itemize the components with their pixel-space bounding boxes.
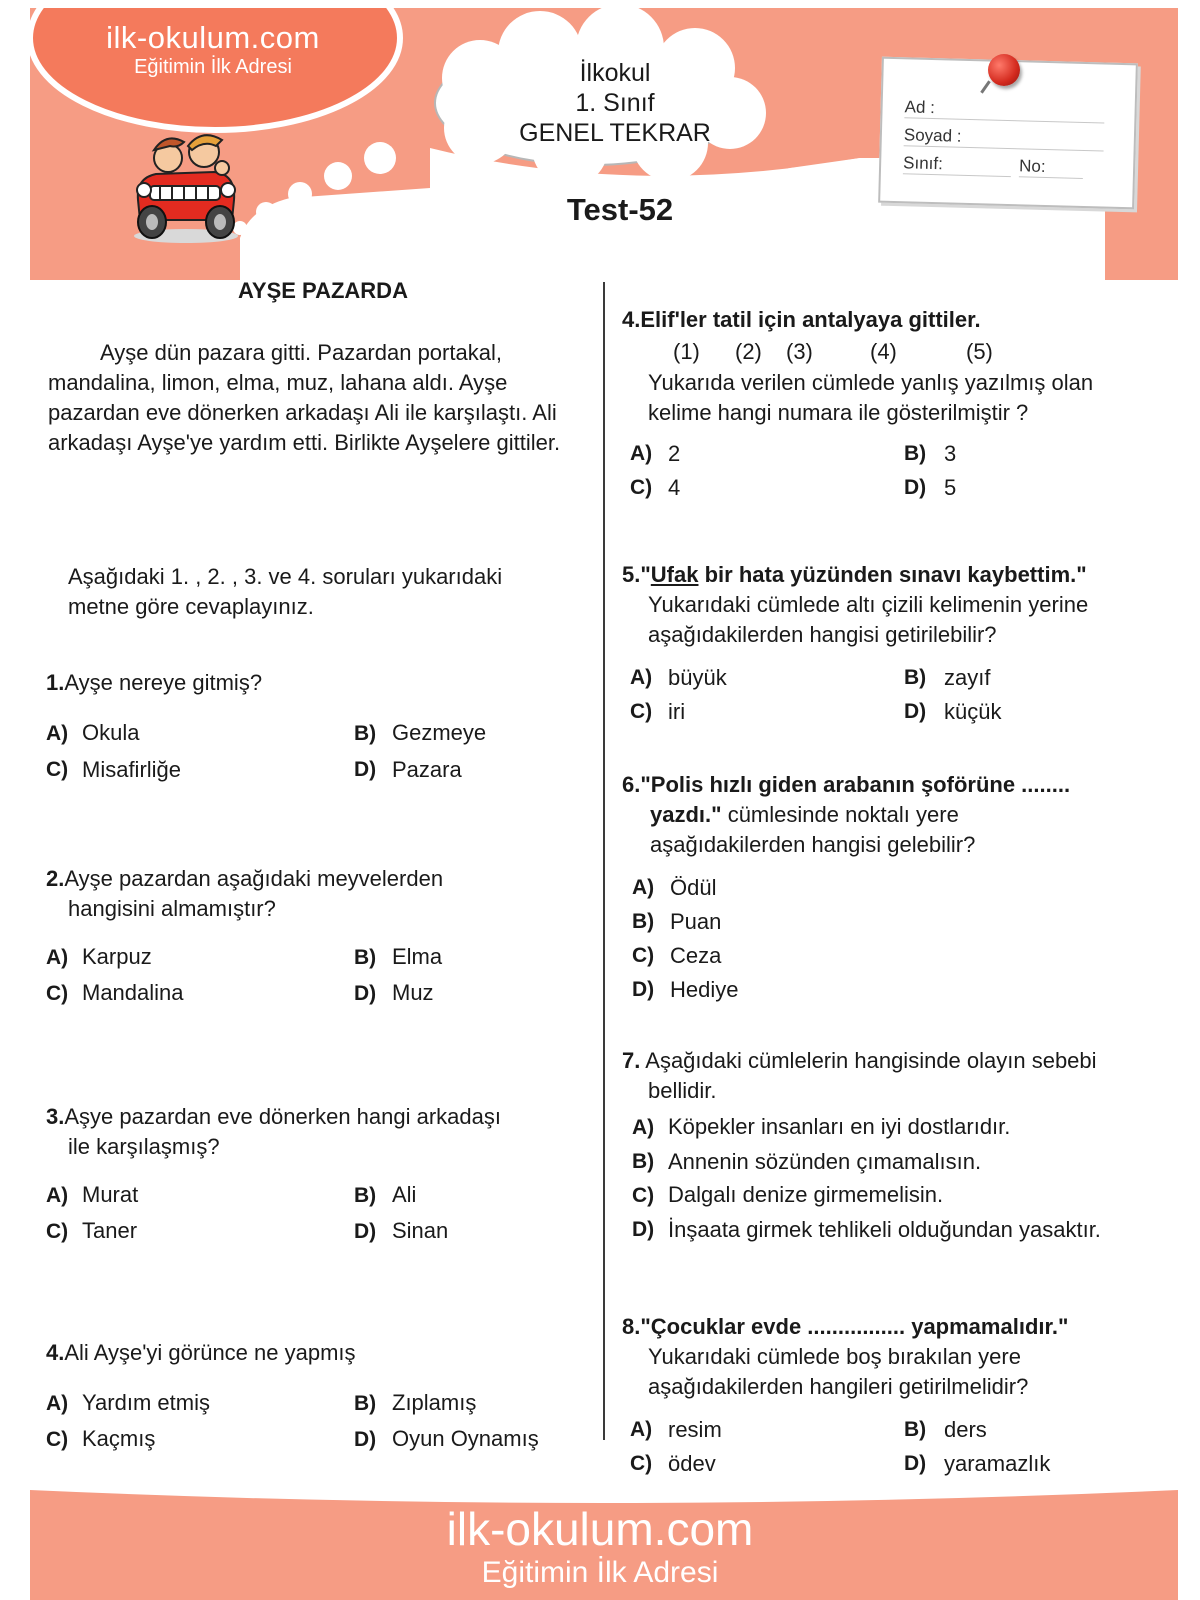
reading-passage: Ayşe dün pazara gitti. Pazardan portakal, mandalina, limon, elma, muz, lahana aldı. Ayşe pazardan eve dönerken arkadaşı Ali ile karşılaştı. Ali arkadaşı Ayşe'ye yardım etti. Birlikte Ayşelere gittiler. [48,340,561,455]
question-6-stem-1: "Polis hızlı giden arabanın şoförüne ........ [640,772,1071,797]
question-1 [46,668,262,698]
question-4r-stem: Elif'ler tatil için antalyaya gittiler. [640,307,981,332]
q1-option-b-label: B) [354,722,377,745]
q7-option-d-label: D) [632,1218,655,1241]
q1-option-d[interactable]: Pazara [392,757,462,782]
name-field[interactable] [904,97,1104,123]
q4r-option-d-label: D) [904,476,927,499]
topic-label: GENEL TEKRAR [519,119,711,147]
q8-option-d[interactable]: yaramazlık [944,1451,1051,1476]
q3-option-a-label: A) [46,1184,69,1207]
question-7-line-2: bellidir. [648,1078,717,1103]
question-7-line-1: Aşağıdaki cümlelerin hangisinde olayın sebebi [645,1048,1097,1073]
q2-option-a-label: A) [46,946,69,969]
q5-line-2: aşağıdakilerden hangisi getirilebilir? [648,622,997,647]
question-6-stem-2-bold: yazdı." [650,802,722,827]
question-8 [622,1312,1068,1342]
question-7 [622,1046,1097,1076]
question-2 [46,864,443,894]
q8-option-c[interactable]: ödev [668,1451,716,1476]
q1-option-c-label: C) [46,758,69,781]
q5-option-a-label: A) [630,666,653,689]
q6-option-a-label: A) [632,876,655,899]
q7-option-d[interactable]: İnşaata girmek tehlikeli olduğundan yasaktır. [668,1217,1101,1242]
q2-option-a[interactable]: Karpuz [82,944,152,969]
footer-site-name[interactable]: ilk-okulum.com [446,1503,754,1555]
question-5 [622,560,1087,590]
q8-line-1: Yukarıdaki cümlede boş bırakılan yere [648,1344,1021,1369]
header-brand [88,20,338,79]
q4-option-a[interactable]: Yardım etmiş [82,1390,210,1415]
car-illustration [126,128,246,246]
number-field[interactable] [1019,156,1084,179]
question-1-text: Ayşe nereye gitmiş? [64,670,263,695]
q4-option-c-label: C) [46,1428,69,1451]
q8-option-a-label: A) [630,1418,653,1441]
q7-option-b-label: B) [632,1150,655,1173]
question-5-quote-open: " [640,562,651,587]
question-4r-number: 4. [622,307,641,332]
q6-option-d-label: D) [632,978,655,1001]
q5-option-b[interactable]: zayıf [944,665,991,690]
q4r-option-c[interactable]: 4 [668,475,681,500]
q2-option-b-label: B) [354,946,377,969]
question-8-number: 8. [622,1314,641,1339]
question-4-number: 4. [46,1340,65,1365]
q4r-option-a-label: A) [630,442,653,465]
q5-option-c[interactable]: iri [668,699,686,724]
test-number: Test-52 [566,192,674,227]
question-6 [622,770,1070,800]
surname-field-label: Soyad : [903,125,962,146]
q1-option-d-label: D) [354,758,377,781]
q5-option-d-label: D) [904,700,927,723]
q4r-line-1: Yukarıda verilen cümlede yanlış yazılmış olan [648,370,1094,395]
q3-option-b[interactable]: Ali [392,1182,417,1207]
q7-option-a[interactable]: Köpekler insanları en iyi dostlarıdır. [668,1114,1011,1139]
question-5-number: 5. [622,562,641,587]
q7-option-c-label: C) [632,1184,655,1207]
instruction-line-1: Aşağıdaki 1. , 2. , 3. ve 4. soruları yukarıdaki [68,564,503,589]
surname-field[interactable] [904,125,1104,151]
q6-option-c[interactable]: Ceza [670,943,722,968]
q2-option-b[interactable]: Elma [392,944,443,969]
question-3 [46,1102,501,1132]
name-field-label: Ad : [904,97,936,118]
class-field[interactable] [903,153,1012,177]
q8-option-c-label: C) [630,1452,653,1475]
q5-option-c-label: C) [630,700,653,723]
q4r-marker-1: (1) [673,339,700,364]
header-title-block [470,58,760,148]
q4r-option-b-label: B) [904,442,927,465]
question-6-stem-2-rest: cümlesinde noktalı yere [721,802,959,827]
question-2-line-1: Ayşe pazardan aşağıdaki meyvelerden [64,866,444,891]
q4r-option-c-label: C) [630,476,653,499]
grade-label: 1. Sınıf [575,89,655,117]
question-2-line-2: hangisini almamıştır? [68,896,276,921]
q7-option-a-label: A) [632,1116,655,1139]
number-field-label: No: [1018,156,1046,176]
q4-option-b[interactable]: Zıplamış [392,1390,477,1415]
q4-option-a-label: A) [46,1392,69,1415]
class-field-label: Sınıf: [902,153,944,174]
q4r-line-2: kelime hangi numara ile gösterilmiştir ? [648,400,1029,425]
question-6-line-2 [650,800,959,830]
q3-option-d-label: D) [354,1220,377,1243]
q3-option-c[interactable]: Taner [82,1218,138,1243]
q4r-option-b[interactable]: 3 [944,441,957,466]
q8-option-b[interactable]: ders [944,1417,987,1442]
q5-option-b-label: B) [904,666,927,689]
q8-option-b-label: B) [904,1418,927,1441]
q4-option-b-label: B) [354,1392,377,1415]
question-6-number: 6. [622,772,641,797]
header-site-name: ilk-okulum.com [106,20,320,55]
q6-option-b-label: B) [632,910,655,933]
q4-option-c[interactable]: Kaçmış [82,1426,156,1451]
q3-option-a[interactable]: Murat [82,1182,139,1207]
question-3-number: 3. [46,1104,65,1129]
passage-title: AYŞE PAZARDA [238,278,408,303]
question-5-underlined-word: Ufak [650,562,699,587]
question-4-text: Ali Ayşe'yi görünce ne yapmış [64,1340,356,1365]
q4-option-d-label: D) [354,1428,377,1451]
q5-line-1: Yukarıdaki cümlede altı çizili kelimenin yerine [648,592,1089,617]
q4r-marker-3: (3) [786,339,813,364]
q8-option-a[interactable]: resim [668,1417,722,1442]
q8-line-2: aşağıdakilerden hangileri getirilmelidir? [648,1374,1029,1399]
q5-option-d[interactable]: küçük [944,699,1002,724]
question-4r [622,305,981,335]
q3-option-b-label: B) [354,1184,377,1207]
q4-option-d[interactable]: Oyun Oynamış [392,1426,539,1451]
q6-option-d[interactable]: Hediye [670,977,739,1002]
question-5-quote-rest: bir hata yüzünden sınavı kaybettim." [698,562,1087,587]
q7-option-b[interactable]: Annenin sözünden çımamalısın. [668,1149,982,1174]
question-1-number: 1. [46,670,65,695]
question-7-number: 7. [622,1048,641,1073]
q6-option-b[interactable]: Puan [670,909,722,934]
footer-slogan: Eğitimin İlk Adresi [481,1556,719,1589]
q7-option-c[interactable]: Dalgalı denize girmemelisin. [668,1182,944,1207]
q2-option-c-label: C) [46,982,69,1005]
q2-option-d[interactable]: Muz [392,980,434,1005]
q5-option-a[interactable]: büyük [668,665,727,690]
question-2-number: 2. [46,866,65,891]
q4r-option-a[interactable]: 2 [668,441,681,466]
question-3-line-1: Aşye pazardan eve dönerken hangi arkadaşı [64,1104,501,1129]
q1-option-a-label: A) [46,722,69,745]
q6-option-a[interactable]: Ödül [670,875,717,900]
question-3-line-2: ile karşılaşmış? [68,1134,220,1159]
q2-option-d-label: D) [354,982,377,1005]
q3-option-d[interactable]: Sinan [392,1218,449,1243]
q1-option-a[interactable]: Okula [82,720,140,745]
q4r-marker-5: (5) [966,339,993,364]
q1-option-c[interactable]: Misafirliğe [82,757,182,782]
header-slogan: Eğitimin İlk Adresi [134,56,292,78]
q3-option-c-label: C) [46,1220,69,1243]
question-6-line-3: aşağıdakilerden hangisi gelebilir? [650,832,976,857]
question-8-stem: "Çocuklar evde ................ yapmamalıdır." [640,1314,1069,1339]
pushpin-icon [988,54,1020,86]
q4r-option-d[interactable]: 5 [944,475,957,500]
q2-option-c[interactable]: Mandalina [82,980,184,1005]
q1-option-b[interactable]: Gezmeye [392,720,487,745]
column-divider [603,282,605,1440]
q6-option-c-label: C) [632,944,655,967]
q4r-marker-4: (4) [870,339,897,364]
school-level: İlkokul [579,59,651,87]
q8-option-d-label: D) [904,1452,927,1475]
q4r-marker-2: (2) [735,339,762,364]
instruction-line-2: metne göre cevaplayınız. [68,594,314,619]
question-4 [46,1338,356,1368]
